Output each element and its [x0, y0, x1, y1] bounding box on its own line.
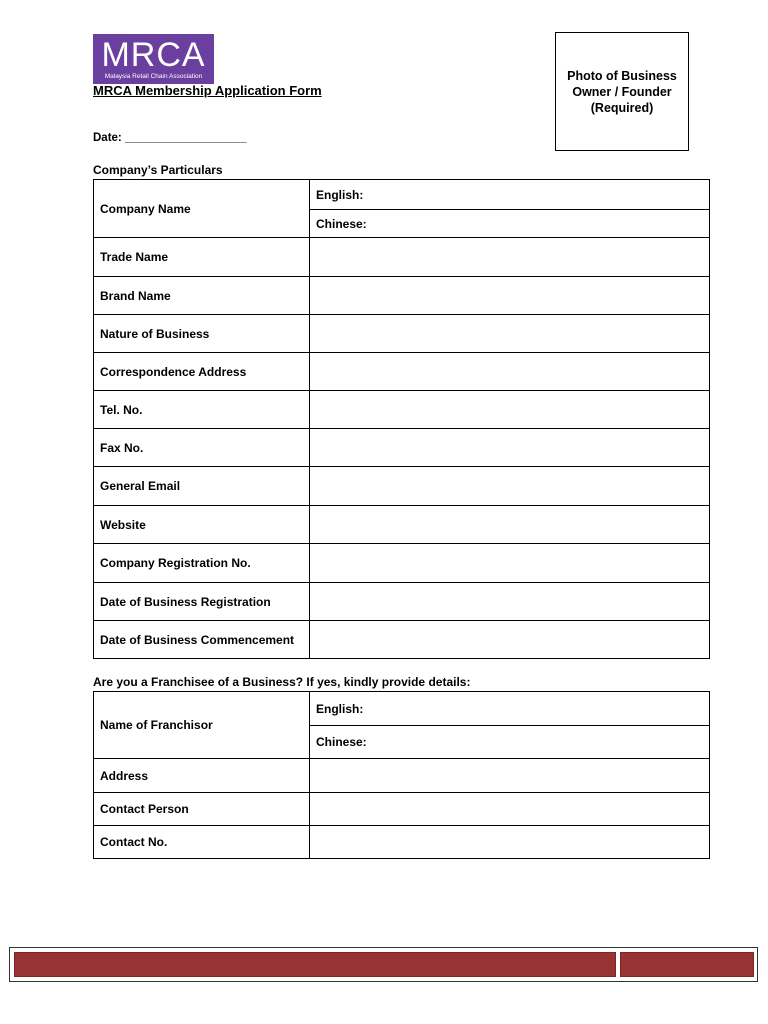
general-email-label: General Email — [94, 467, 310, 506]
franchise-details-table — [93, 691, 710, 859]
nature-of-business-label: Nature of Business — [94, 315, 310, 353]
company-registration-no-label: Company Registration No. — [94, 544, 310, 583]
brand-name-field[interactable] — [310, 277, 710, 315]
date-of-business-registration-field[interactable] — [310, 583, 710, 621]
logo-subtitle: Malaysia Retail Chain Association — [104, 73, 203, 80]
contact-no-field[interactable] — [310, 826, 710, 859]
tel-no-field[interactable] — [310, 391, 710, 429]
company-name-english-field[interactable]: English: — [310, 180, 710, 210]
footer-bar-right — [620, 952, 754, 977]
franchisor-name-english-field[interactable]: English: — [310, 692, 710, 726]
company-section-title: Company’s Particulars — [93, 163, 223, 177]
date-of-business-registration-label: Date of Business Registration — [94, 583, 310, 621]
trade-name-field[interactable] — [310, 238, 710, 277]
company-name-chinese-field[interactable]: Chinese: — [310, 210, 710, 238]
correspondence-address-label: Correspondence Address — [94, 353, 310, 391]
date-of-business-commencement-field[interactable] — [310, 621, 710, 659]
franchise-address-field[interactable] — [310, 759, 710, 793]
contact-person-label: Contact Person — [94, 793, 310, 826]
brand-name-label: Brand Name — [94, 277, 310, 315]
website-label: Website — [94, 506, 310, 544]
correspondence-address-field[interactable] — [310, 353, 710, 391]
company-name-label: Company Name — [94, 180, 310, 238]
franchise-address-label: Address — [94, 759, 310, 793]
company-particulars-table — [93, 179, 710, 659]
form-title: MRCA Membership Application Form — [93, 83, 322, 98]
franchise-section-title: Are you a Franchisee of a Business? If yes, kindly provide details: — [93, 675, 471, 689]
photo-box-label: Photo of Business Owner / Founder (Required) — [567, 68, 677, 115]
general-email-field[interactable] — [310, 467, 710, 506]
contact-person-field[interactable] — [310, 793, 710, 826]
franchisor-name-chinese-field[interactable]: Chinese: — [310, 726, 710, 759]
website-field[interactable] — [310, 506, 710, 544]
tel-no-label: Tel. No. — [94, 391, 310, 429]
contact-no-label: Contact No. — [94, 826, 310, 859]
franchisor-name-label: Name of Franchisor — [94, 692, 310, 759]
nature-of-business-field[interactable] — [310, 315, 710, 353]
fax-no-label: Fax No. — [94, 429, 310, 467]
logo-text: MRCA — [101, 36, 206, 74]
trade-name-label: Trade Name — [94, 238, 310, 277]
footer-band — [9, 947, 758, 982]
footer-bar-left — [14, 952, 616, 977]
date-of-business-commencement-label: Date of Business Commencement — [94, 621, 310, 659]
fax-no-field[interactable] — [310, 429, 710, 467]
photo-upload-box[interactable] — [555, 32, 689, 151]
company-registration-no-field[interactable] — [310, 544, 710, 583]
mrca-logo — [93, 34, 214, 84]
date-field[interactable]: Date: ___________________ — [93, 132, 247, 144]
